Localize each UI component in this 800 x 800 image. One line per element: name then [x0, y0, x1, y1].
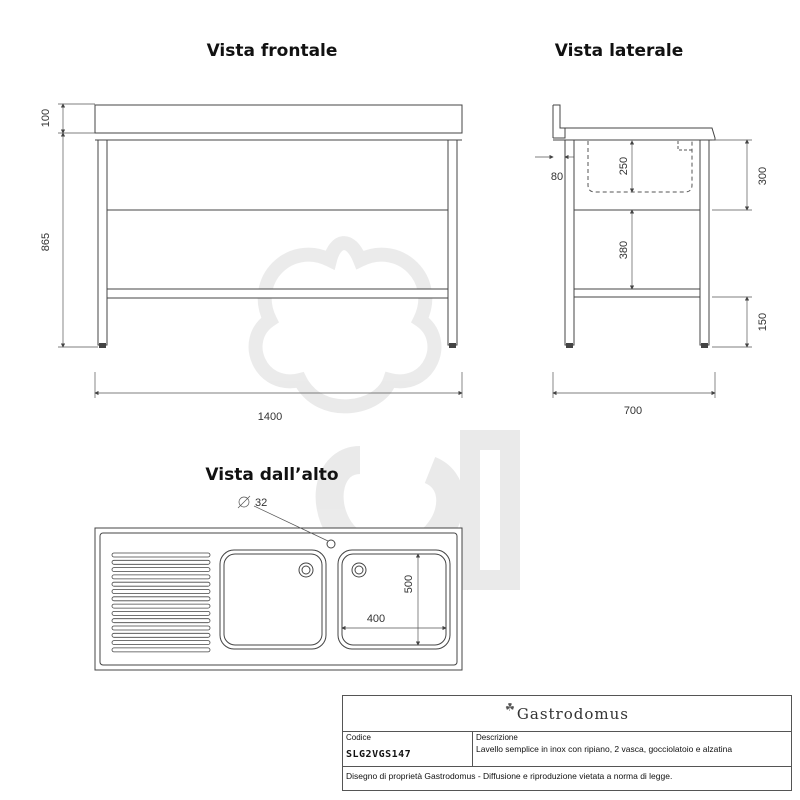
dim-front-top: 100: [40, 108, 52, 128]
dim-side-basin: 250: [618, 156, 630, 176]
top-view-title: Vista dall’alto: [205, 465, 339, 485]
dim-side-lower: 150: [757, 312, 769, 332]
descrizione-value: Lavello semplice in inox con ripiano, 2 vasca, gocciolatoio e alzatina: [476, 744, 733, 754]
codice-label: Codice: [346, 733, 371, 742]
dim-side-depth: 700: [623, 405, 643, 417]
descrizione-cell: [473, 731, 791, 766]
dim-basin-width: 400: [366, 613, 386, 625]
title-block-info: [343, 731, 791, 767]
dim-side-upper: 300: [757, 166, 769, 186]
dim-side-middle: 380: [618, 240, 630, 260]
title-block: [342, 695, 792, 791]
side-view: [535, 105, 769, 417]
chef-hat-icon: ☘: [505, 702, 515, 714]
codice-cell: [343, 731, 473, 766]
codice-value: SLG2VGS147: [346, 749, 412, 760]
brand-name: Gastrodomus: [516, 704, 629, 723]
dim-front-height: 865: [40, 232, 52, 252]
dim-basin-height: 500: [403, 574, 415, 594]
front-view-title: Vista frontale: [206, 41, 338, 61]
dim-front-width: 1400: [257, 411, 283, 423]
dim-drain-diameter: 32: [255, 497, 268, 509]
top-view: [95, 496, 462, 670]
descrizione-label: Descrizione: [476, 733, 518, 742]
title-block-logo: [343, 696, 791, 732]
side-view-title: Vista laterale: [554, 41, 684, 61]
ownership-notice: Disegno di proprietà Gastrodomus - Diffusione e riproduzione vietata a norma di legge.: [346, 771, 673, 781]
dim-side-overhang: 80: [550, 171, 564, 183]
